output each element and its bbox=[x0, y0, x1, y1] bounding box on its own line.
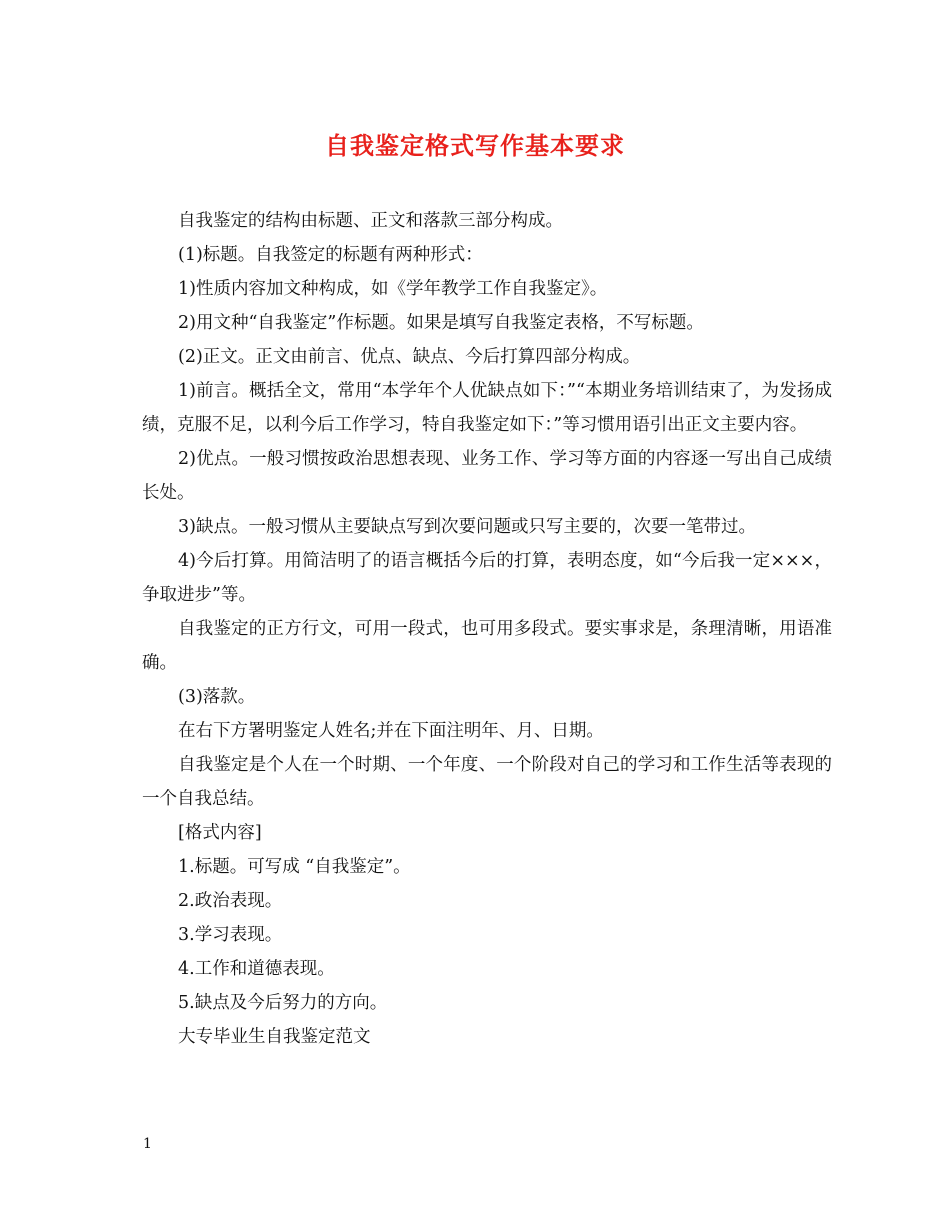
paragraph: 在右下方署明鉴定人姓名;并在下面注明年、月、日期。 bbox=[178, 721, 604, 741]
paragraph: 1)性质内容加文种构成，如《学年教学工作自我鉴定》。 bbox=[178, 279, 608, 299]
paragraph: 2)优点。一般习惯按政治思想表现、业务工作、学习等方面的内容逐一写出自己成绩长处。 bbox=[142, 449, 832, 503]
paragraph: 4)今后打算。用简洁明了的语言概括今后的打算，表明态度，如“今后我一定×××，争取进步”等。 bbox=[142, 551, 832, 605]
paragraph: (1)标题。自我签定的标题有两种形式： bbox=[178, 245, 483, 265]
paragraph: 自我鉴定是个人在一个时期、一个年度、一个阶段对自己的学习和工作生活等表现的一个自我总结。 bbox=[142, 755, 832, 809]
paragraph: 5.缺点及今后努力的方向。 bbox=[178, 993, 388, 1013]
document-title: 自我鉴定格式写作基本要求 bbox=[325, 131, 625, 160]
paragraph: 2)用文种“自我鉴定”作标题。如果是填写自我鉴定表格，不写标题。 bbox=[178, 313, 704, 333]
paragraph: 4.工作和道德表现。 bbox=[178, 959, 335, 979]
paragraph: 自我鉴定的结构由标题、正文和落款三部分构成。 bbox=[178, 211, 563, 231]
paragraph: (2)正文。正文由前言、优点、缺点、今后打算四部分构成。 bbox=[178, 347, 641, 367]
page-number: 1 bbox=[143, 1136, 152, 1152]
paragraph: 1)前言。概括全文，常用“本学年个人优缺点如下：”“本期业务培训结束了，为发扬成绩，克服不足，以利今后工作学习，特自我鉴定如下：”等习惯用语引出正文主要内容。 bbox=[142, 381, 832, 435]
paragraph: 3.学习表现。 bbox=[178, 925, 283, 945]
paragraph: 3)缺点。一般习惯从主要缺点写到次要问题或只写主要的，次要一笔带过。 bbox=[178, 517, 756, 537]
paragraph: 大专毕业生自我鉴定范文 bbox=[178, 1027, 371, 1047]
paragraph: [格式内容] bbox=[178, 823, 262, 843]
paragraph: (3)落款。 bbox=[178, 687, 256, 707]
document-body bbox=[142, 204, 832, 1054]
paragraph: 1.标题。可写成 “自我鉴定”。 bbox=[178, 857, 411, 877]
paragraph: 自我鉴定的正方行文，可用一段式，也可用多段式。要实事求是，条理清晰，用语准确。 bbox=[142, 619, 832, 673]
paragraph: 2.政治表现。 bbox=[178, 891, 283, 911]
